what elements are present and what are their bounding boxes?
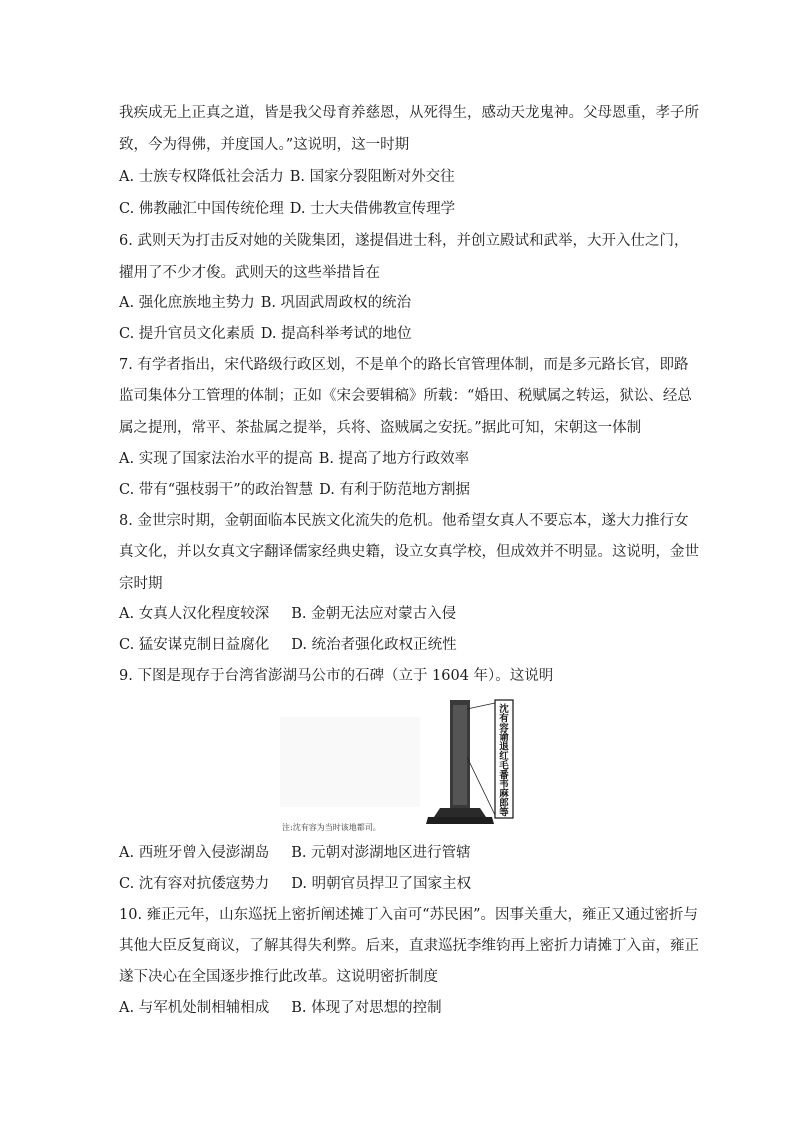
q9-stem: 9. 下图是现存于台湾省澎湖马公市的石碑（立于 1604 年）。这说明 <box>119 668 554 684</box>
inscription-char: 郎 <box>499 798 509 809</box>
figure-caption: 注:沈有容为当时该地都司。 <box>282 823 381 832</box>
q6-stem-line-2: 擢用了不少才俊。武则天的这些举措旨在 <box>119 265 380 281</box>
q9-options-cd <box>119 874 689 894</box>
q6-option-b[interactable]: B. 巩固武周政权的统治 <box>260 295 412 311</box>
inscription-char: 韦 <box>499 779 509 791</box>
inscription-char: 沈 <box>499 704 509 715</box>
q5-option-a[interactable]: A. 士族专权降低社会活力 <box>119 169 284 185</box>
q7-option-b[interactable]: B. 提高了地方行政效率 <box>318 451 470 467</box>
q8-stem-line-3: 宗时期 <box>119 576 163 592</box>
q5-option-b[interactable]: B. 国家分裂阻断对外交往 <box>289 169 455 185</box>
q10-stem-line-1: 10. 雍正元年，山东巡抚上密折阐述摊丁入亩可“苏民困”。因事关重大，雍正又通过密折与 <box>119 907 698 923</box>
q6-options-ab <box>119 293 689 313</box>
q9-option-b[interactable]: B. 元朝对澎湖地区进行管辖 <box>291 845 471 861</box>
q6-options-cd <box>119 324 689 344</box>
stele-illustration <box>280 697 520 833</box>
q9-option-c[interactable]: C. 沈有容对抗倭寇势力 <box>119 876 270 892</box>
q8-option-a[interactable]: A. 女真人汉化程度较深 <box>119 606 270 622</box>
inscription-text <box>498 703 509 818</box>
callout-line-top <box>467 703 495 709</box>
q5-options-cd <box>119 199 689 219</box>
q9-options-ab <box>119 843 689 863</box>
q7-option-c[interactable]: C. 带有“强枝弱干”的政治智慧 <box>119 482 314 498</box>
q7-stem-line-2: 监司集体分工管理的体制；正如《宋会要辑稿》所载：“婚田、税赋属之转运，狱讼、经总 <box>119 388 692 404</box>
passage-line-2: 致，今为得佛，并度国人。”这说明，这一时期 <box>119 137 410 153</box>
q7-options-cd <box>119 480 689 500</box>
inscription-char: 容 <box>499 722 509 734</box>
inscription-char: 麻 <box>499 788 509 800</box>
q7-option-a[interactable]: A. 实现了国家法治水平的提高 <box>119 451 313 467</box>
q8-options-ab <box>119 604 689 624</box>
q9-option-d[interactable]: D. 明朝官员捍卫了国家主权 <box>291 876 472 892</box>
stele-figure <box>280 697 520 833</box>
q8-options-cd <box>119 635 689 655</box>
inscription-char: 毛 <box>499 760 509 772</box>
q8-stem-line-2: 真文化，并以女真文字翻译儒家经典史籍，设立女真学校，但成效并不明显。这说明，金世 <box>119 544 699 560</box>
inscription-char: 番 <box>499 769 509 781</box>
q10-option-b[interactable]: B. 体现了对思想的控制 <box>291 1000 442 1016</box>
q10-stem-line-3: 遂下决心在全国逐步推行此改革。这说明密折制度 <box>119 969 438 985</box>
inscription-char: 退 <box>499 741 509 753</box>
q6-option-c[interactable]: C. 提升官员文化素质 <box>119 326 255 342</box>
inscription-char: 等 <box>499 807 509 819</box>
passage-line-1: 我疾成无上正真之道，皆是我父母育养慈恩，从死得生，感动天龙鬼神。父母恩重，孝子所 <box>119 105 699 121</box>
stele-base-lower <box>426 817 494 824</box>
q8-option-c[interactable]: C. 猛安谋克制日益腐化 <box>119 637 270 653</box>
q10-option-a[interactable]: A. 与军机处制相辅相成 <box>119 1000 270 1016</box>
inscription-char: 谕 <box>499 732 509 744</box>
q7-stem-line-1: 7. 有学者指出，宋代路级行政区划，不是单个的路长官管理体制，而是多元路长官，即路 <box>119 357 689 373</box>
stele-face <box>453 705 467 805</box>
q6-option-a[interactable]: A. 强化庶族地主势力 <box>119 295 255 311</box>
q6-stem-line-1: 6. 武则天为打击反对她的关陇集团，遂提倡进士科，并创立殿试和武举，大开入仕之门， <box>119 233 689 249</box>
inscription-char: 红 <box>499 751 509 762</box>
q6-option-d[interactable]: D. 提高科举考试的地位 <box>260 326 412 342</box>
q5-option-d[interactable]: D. 士大夫借佛教宣传理学 <box>289 201 456 217</box>
q8-stem-line-1: 8. 金世宗时期，金朝面临本民族文化流失的危机。他希望女真人不要忘本，遂大力推行女 <box>119 513 689 529</box>
q8-option-b[interactable]: B. 金朝无法应对蒙古入侵 <box>291 606 457 622</box>
q10-options-ab <box>119 998 689 1018</box>
q8-option-d[interactable]: D. 统治者强化政权正统性 <box>291 637 457 653</box>
inscription-char: 有 <box>499 713 509 725</box>
q5-option-c[interactable]: C. 佛教融汇中国传统伦理 <box>119 201 284 217</box>
q7-options-ab <box>119 449 689 469</box>
callout-line-bottom <box>467 757 495 815</box>
stele-base-upper <box>434 808 486 817</box>
q7-stem-line-3: 属之提刑，常平、茶盐属之提举，兵将、盗贼属之安抚。”据此可知，宋朝这一体制 <box>119 420 642 436</box>
faded-background <box>280 717 420 807</box>
q9-option-a[interactable]: A. 西班牙曾入侵澎湖岛 <box>119 845 270 861</box>
q10-stem-line-2: 其他大臣反复商议，了解其得失利弊。后来，直隶巡抚李维钧再上密折力请摊丁入亩，雍正 <box>119 938 699 954</box>
q5-options-ab <box>119 167 689 187</box>
q7-option-d[interactable]: D. 有利于防范地方割据 <box>319 482 470 498</box>
